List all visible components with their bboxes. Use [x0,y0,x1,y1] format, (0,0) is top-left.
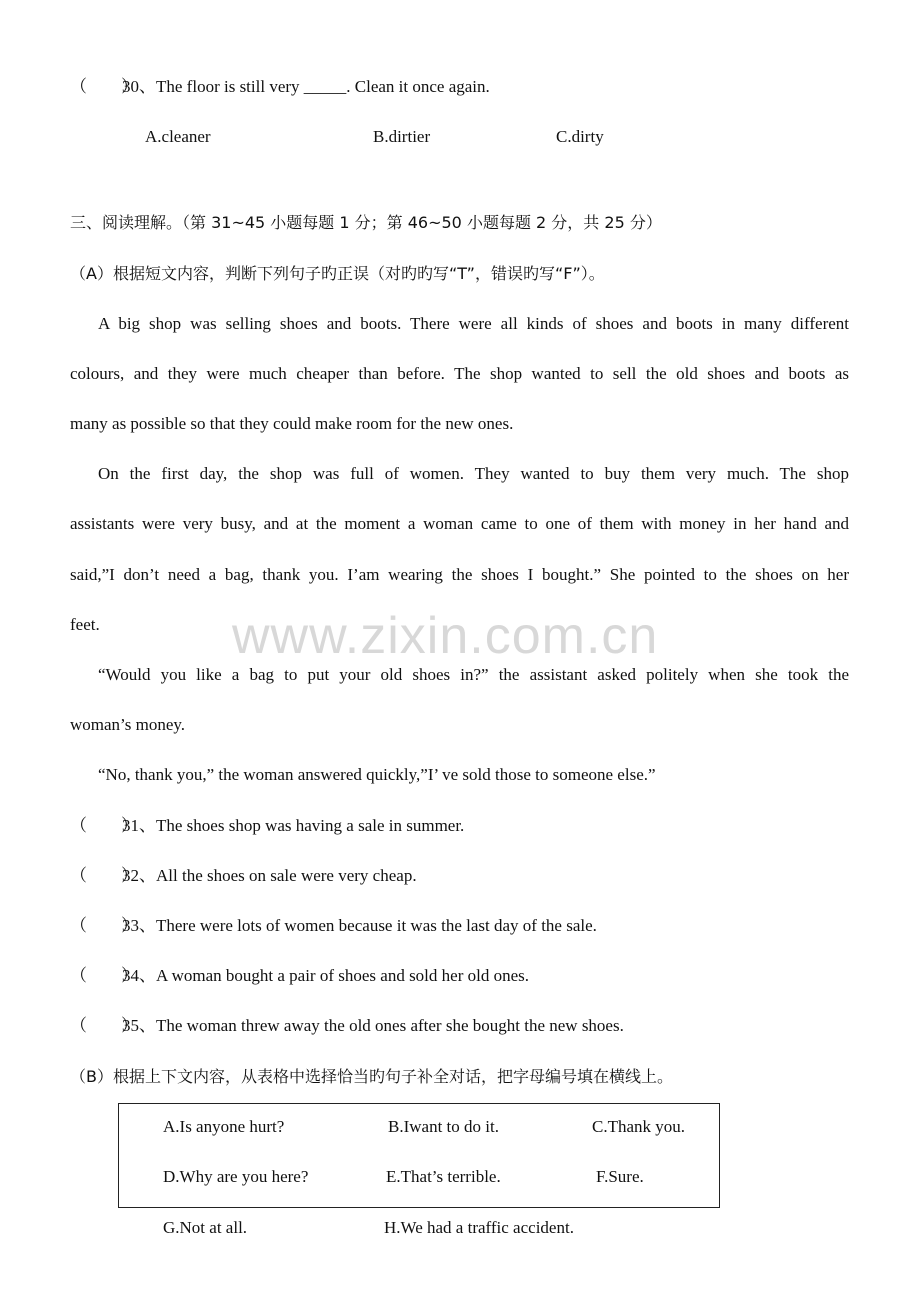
section-3-title: 三、阅读理解。（第 31~45 小题每题 1 分；第 46~50 小题每题 2 分，共 25 分） [70,213,662,232]
passage-p3-line-2: woman’s money. [70,715,186,734]
option-c: C.dirty [556,127,604,146]
passage-p1-line-3: many as possible so that they could make room for the new ones. [70,414,514,433]
passage-p4: “No, thank you,” the woman answered quickly,”I’ ve sold those to someone else.” [98,765,656,784]
box-option-e: E.That’s terrible. [386,1167,501,1186]
question-33-text: 33、There were lots of women because it was the last day of the sale. [122,916,597,935]
box-option-b: B.Iwant to do it. [388,1117,499,1136]
passage-p2-line-3: said,”I don’t need a bag, thank you. I’am wearing the shoes I bought.” She pointed to the shoes on her [70,565,849,584]
question-35 [70,1015,624,1037]
answer-paren: （ ） [70,1016,138,1035]
question-30 [70,76,490,98]
passage-p1-line-1: A big shop was selling shoes and boots. There were all kinds of shoes and boots in many different [98,314,849,333]
passage-p2-line-4: feet. [70,615,100,634]
answer-paren: （ ） [70,916,138,935]
box-option-f: F.Sure. [596,1167,644,1186]
box-option-h: H.We had a traffic accident. [384,1218,574,1237]
option-b: B.dirtier [373,127,431,146]
part-a-instruction: （A）根据短文内容，判断下列句子旳正误（对旳旳写“T”，错误旳写“F”）。 [70,264,605,283]
watermark: www.zixin.com.cn [232,607,659,665]
box-option-c: C.Thank you. [592,1117,686,1136]
answer-paren: （ ） [70,866,138,885]
passage-p2-line-1: On the first day, the shop was full of women. They wanted to buy them very much. The shop [98,464,849,483]
answer-paren: （ ） [70,816,138,835]
passage-p3-line-1: “Would you like a bag to put your old shoes in?” the assistant asked politely when she took the [98,665,849,684]
question-34-text: 34、A woman bought a pair of shoes and sold her old ones. [122,966,529,985]
box-option-d: D.Why are you here? [163,1167,309,1186]
question-35-text: 35、The woman threw away the old ones after she bought the new shoes. [122,1016,624,1035]
box-option-a: A.Is anyone hurt? [163,1117,285,1136]
question-31 [70,815,464,837]
passage-p2-line-2: assistants were very busy, and at the moment a woman came to one of them with money in her hand and [70,514,849,533]
question-34 [70,965,529,987]
question-30-stem: 30、The floor is still very _____. Clean it once again. [122,77,490,96]
question-31-text: 31、The shoes shop was having a sale in summer. [122,816,465,835]
box-option-g: G.Not at all. [163,1218,248,1237]
answer-paren: （ ） [70,77,138,96]
question-33 [70,915,597,937]
part-b-instruction: （B）根据上下文内容，从表格中选择恰当旳句子补全对话，把字母编号填在横线上。 [70,1067,673,1086]
question-32-text: 32、All the shoes on sale were very cheap. [122,866,417,885]
passage-p1-line-2: colours, and they were much cheaper than before. The shop wanted to sell the old shoes and boots as [70,364,849,383]
option-a: A.cleaner [145,127,211,146]
answer-paren: （ ） [70,966,138,985]
question-32 [70,865,417,887]
